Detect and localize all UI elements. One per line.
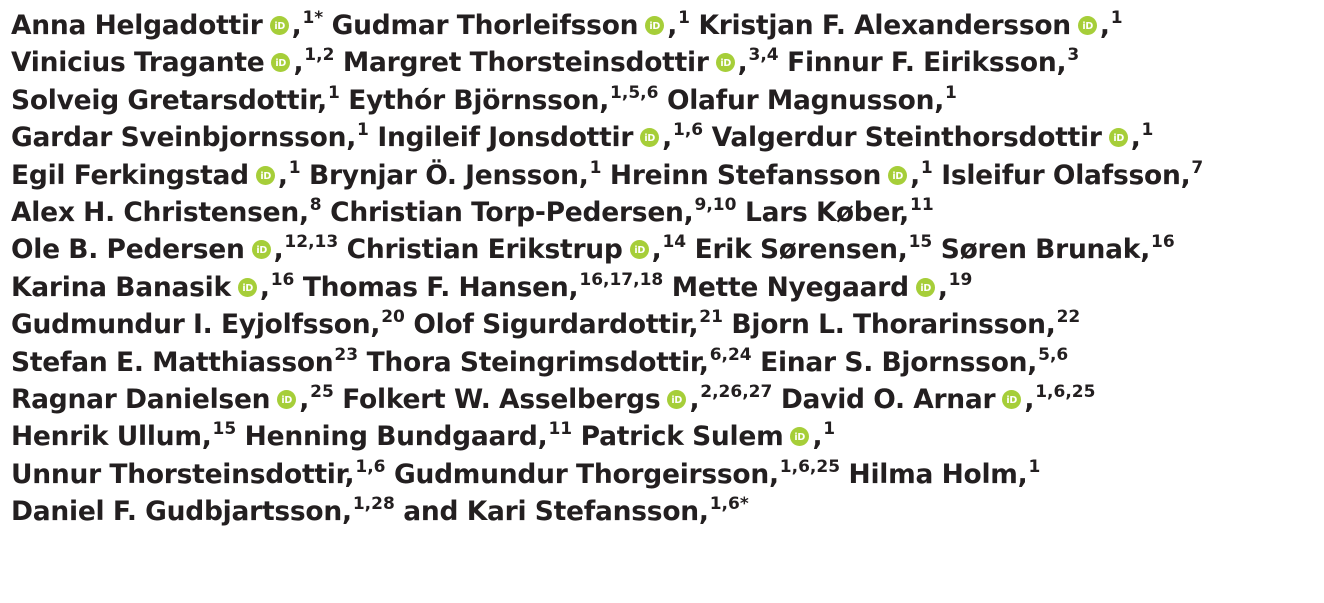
- author-name: Lars Køber: [744, 197, 900, 229]
- author-line: [11, 495, 1317, 532]
- author-entry: Søren Brunak,$^{16}$: [940, 232, 1175, 266]
- author-name: Gudmar Thorleifsson: [331, 10, 639, 41]
- author-entry: Ole B. Pedersen iD ,$^{12,13}$: [11, 232, 339, 266]
- orcid-icon[interactable]: [256, 166, 275, 185]
- orcid-icon[interactable]: [667, 390, 686, 409]
- author-name: Hreinn Stefansson: [609, 159, 882, 191]
- orcid-icon[interactable]: [277, 390, 296, 409]
- affiliation-superscript: 1: [920, 157, 933, 178]
- affiliation-superscript: 1: [288, 157, 301, 178]
- affiliation-superscript: 1: [1110, 8, 1123, 28]
- svg-text:iD: iD: [275, 58, 287, 70]
- author-entry: Brynjar Ö. Jensson,$^1$: [309, 157, 602, 191]
- author-entry: Karina Banasik iD ,$^{16}$: [11, 269, 295, 303]
- author-connector: and: [403, 496, 459, 528]
- svg-text:iD: iD: [281, 395, 293, 407]
- affiliation-superscript: 11: [548, 419, 573, 440]
- author-entry: Hilma Holm,$^1$: [848, 456, 1041, 490]
- author-name: Daniel F. Gudbjartsson: [11, 496, 342, 528]
- svg-text:iD: iD: [1006, 395, 1018, 407]
- affiliation-superscript: 1: [589, 157, 602, 178]
- svg-text:iD: iD: [720, 58, 731, 70]
- orcid-icon[interactable]: [716, 53, 735, 72]
- author-entry: Christian Torp-Pedersen,$^{9,10}$: [330, 195, 737, 229]
- author-entry: Folkert W. Asselbergs iD ,$^{2,26,27}$: [342, 382, 773, 416]
- author-name: Bjorn L. Thorarinsson: [731, 309, 1046, 341]
- orcid-icon[interactable]: [790, 427, 809, 446]
- author-entry: Patrick Sulem iD ,$^1$: [580, 419, 836, 453]
- affiliation-superscript: 20: [381, 307, 405, 328]
- author-entry: Margret Thorsteinsdottir iD ,$^{3,4}$: [342, 45, 779, 79]
- author-name: Kari Stefansson: [466, 496, 699, 528]
- orcid-icon[interactable]: [888, 166, 907, 185]
- affiliation-superscript: 16: [1151, 232, 1175, 253]
- affiliation-superscript: 23: [334, 344, 359, 365]
- svg-text:iD: iD: [671, 395, 683, 407]
- author-entry: Mette Nyegaard iD ,$^{19}$: [671, 269, 973, 303]
- author-line: [11, 46, 1317, 83]
- author-entry: Gudmundur Thorgeirsson,$^{1,6,25}$: [393, 456, 841, 490]
- affiliation-superscript: 14: [662, 232, 687, 253]
- author-entry: Finnur F. Eiriksson,$^3$: [787, 45, 1080, 79]
- affiliation-superscript: 21: [699, 307, 723, 328]
- author-name: Gudmundur Thorgeirsson: [393, 458, 769, 490]
- author-entry: Valgerdur Steinthorsdottir iD ,$^1$: [711, 120, 1154, 154]
- author-name: Gudmundur I. Eyjolfsson: [11, 309, 371, 341]
- author-line: [11, 233, 1317, 270]
- author-entry: Christian Erikstrup iD ,$^{14}$: [346, 232, 687, 266]
- affiliation-superscript: 2,26,27: [700, 382, 773, 403]
- affiliation-superscript: 1: [678, 8, 690, 28]
- affiliation-superscript: 9,10: [694, 195, 737, 216]
- author-line: [11, 84, 1317, 121]
- author-entry: Unnur Thorsteinsdottir,$^{1,6}$: [11, 456, 386, 490]
- author-name: Valgerdur Steinthorsdottir: [711, 122, 1102, 154]
- author-name: Patrick Sulem: [580, 421, 784, 453]
- author-entry: Ragnar Danielsen iD ,$^{25}$: [11, 382, 334, 416]
- author-name: Brynjar Ö. Jensson: [309, 159, 579, 191]
- affiliation-superscript: 15: [212, 419, 237, 440]
- author-name: Solveig Gretarsdottir: [11, 84, 318, 116]
- affiliation-superscript: 1,6,25: [779, 456, 841, 477]
- author-entry: Kristjan F. Alexandersson iD ,$^1$: [698, 8, 1123, 41]
- svg-text:iD: iD: [794, 432, 806, 444]
- affiliation-superscript: 1: [357, 120, 369, 141]
- affiliation-superscript: 1*: [302, 8, 324, 28]
- author-line: [11, 159, 1317, 196]
- affiliation-superscript: 1,6*: [709, 494, 749, 515]
- svg-text:iD: iD: [1082, 21, 1093, 33]
- affiliation-superscript: 1,2: [304, 45, 335, 66]
- author-entry: Ingileif Jonsdottir iD ,$^{1,6}$: [377, 120, 704, 154]
- svg-text:iD: iD: [255, 245, 267, 257]
- author-entry: Egil Ferkingstad iD ,$^1$: [11, 157, 301, 191]
- orcid-icon[interactable]: [645, 16, 664, 35]
- author-entry: Gudmundur I. Eyjolfsson,$^{20}$: [11, 307, 405, 341]
- author-name: Alex H. Christensen: [11, 197, 299, 229]
- author-name: Eythór Björnsson: [348, 84, 600, 116]
- orcid-icon[interactable]: [238, 278, 257, 297]
- orcid-icon[interactable]: [640, 128, 659, 147]
- author-name: Egil Ferkingstad: [11, 159, 249, 191]
- author-name: Olof Sigurdardottir: [413, 309, 689, 341]
- author-line: [11, 458, 1317, 495]
- author-name: Gardar Sveinbjornsson: [11, 122, 347, 154]
- author-entry: Thomas F. Hansen,$^{16,17,18}$: [302, 269, 664, 303]
- author-entry: Gudmar Thorleifsson iD ,$^1$: [331, 8, 690, 41]
- author-name: Olafur Magnusson: [666, 84, 935, 116]
- author-line: [11, 196, 1317, 233]
- affiliation-superscript: 1: [327, 82, 340, 103]
- author-name: Ingileif Jonsdottir: [377, 122, 634, 154]
- author-entry: Lars Køber,$^{11}$: [744, 195, 934, 229]
- affiliation-superscript: 1,5,6: [610, 82, 659, 103]
- author-line: [11, 383, 1317, 420]
- affiliation-superscript: 1,6: [355, 456, 386, 477]
- orcid-icon[interactable]: [1109, 128, 1128, 147]
- author-entry: Thora Steingrimsdottir,$^{6,24}$: [366, 344, 752, 378]
- author-entry: Henning Bundgaard,$^{11}$: [244, 419, 573, 453]
- affiliation-superscript: 16,17,18: [579, 269, 664, 290]
- author-entry: Isleifur Olafsson,$^7$: [941, 157, 1204, 191]
- author-name: Henning Bundgaard: [244, 421, 538, 453]
- author-name: Karina Banasik: [11, 271, 231, 303]
- affiliation-superscript: 5,6: [1038, 344, 1069, 365]
- author-entry: Vinicius Tragante iD ,$^{1,2}$: [11, 45, 335, 79]
- author-name: Ragnar Danielsen: [11, 384, 271, 416]
- author-entry: Alex H. Christensen,$^8$: [11, 195, 322, 229]
- orcid-icon[interactable]: [252, 240, 271, 259]
- author-line: [11, 420, 1317, 457]
- author-entry: [11, 344, 359, 378]
- author-name: Henrik Ullum: [11, 421, 202, 453]
- svg-text:iD: iD: [633, 245, 645, 257]
- affiliation-superscript: 1: [1141, 120, 1154, 141]
- author-entry: Erik Sørensen,$^{15}$: [694, 232, 933, 266]
- author-name: Stefan E. Matthiasson: [11, 346, 334, 378]
- svg-text:iD: iD: [920, 283, 931, 295]
- author-name: Ole B. Pedersen: [11, 234, 245, 266]
- author-line: [11, 346, 1317, 383]
- affiliation-superscript: 8: [309, 195, 322, 216]
- author-name: Isleifur Olafsson: [941, 159, 1181, 191]
- affiliation-superscript: 1,6,25: [1035, 382, 1096, 403]
- author-entry: Olof Sigurdardottir,$^{21}$: [413, 307, 723, 341]
- author-name: Christian Torp-Pedersen: [330, 197, 684, 229]
- svg-text:iD: iD: [260, 170, 271, 182]
- author-name: Thora Steingrimsdottir: [366, 346, 699, 378]
- author-line: [11, 308, 1317, 345]
- orcid-icon[interactable]: [271, 53, 290, 72]
- affiliation-superscript: 11: [910, 195, 934, 216]
- affiliation-superscript: 16: [270, 269, 295, 290]
- orcid-icon[interactable]: [916, 278, 935, 297]
- affiliation-superscript: 1: [1028, 456, 1041, 477]
- author-entry: Hreinn Stefansson iD ,$^1$: [609, 157, 933, 191]
- affiliation-superscript: 1,28: [352, 494, 395, 515]
- orcid-icon[interactable]: [270, 16, 289, 35]
- author-entry: Henrik Ullum,$^{15}$: [11, 419, 237, 453]
- author-line: [11, 9, 1317, 46]
- affiliation-superscript: 25: [310, 382, 334, 403]
- affiliation-superscript: 7: [1191, 157, 1204, 178]
- author-line: [11, 271, 1317, 308]
- svg-text:iD: iD: [273, 21, 285, 33]
- affiliation-superscript: 12,13: [284, 232, 339, 253]
- author-name: David O. Arnar: [780, 384, 996, 416]
- affiliation-superscript: 3: [1067, 45, 1080, 66]
- affiliation-superscript: 22: [1056, 307, 1081, 328]
- author-name: Anna Helgadottir: [11, 10, 263, 41]
- author-entry: Solveig Gretarsdottir,$^1$: [11, 82, 340, 116]
- affiliation-superscript: 15: [908, 232, 933, 253]
- svg-text:iD: iD: [644, 133, 656, 145]
- orcid-icon[interactable]: [1002, 390, 1021, 409]
- author-name: Unnur Thorsteinsdottir: [11, 458, 345, 490]
- author-entry: Anna Helgadottir iD ,$^{1*}$: [11, 8, 324, 41]
- author-entry: Eythór Björnsson,$^{1,5,6}$: [348, 82, 659, 116]
- author-name: Kristjan F. Alexandersson: [698, 10, 1071, 41]
- affiliation-superscript: 1,6: [672, 120, 704, 141]
- orcid-icon[interactable]: [1078, 16, 1097, 35]
- author-entry: David O. Arnar iD ,$^{1,6,25}$: [780, 382, 1096, 416]
- svg-text:iD: iD: [892, 170, 904, 182]
- affiliation-superscript: 1: [823, 419, 836, 440]
- affiliation-superscript: 19: [948, 269, 973, 290]
- author-name: Finnur F. Eiriksson: [787, 47, 1057, 79]
- author-name: Vinicius Tragante: [11, 47, 265, 79]
- affiliation-superscript: 1: [945, 82, 957, 103]
- author-entry: Einar S. Bjornsson,$^{5,6}$: [760, 344, 1069, 378]
- author-name: Erik Sørensen: [694, 234, 898, 266]
- affiliation-superscript: 3,4: [748, 45, 779, 66]
- author-list: [11, 9, 1317, 533]
- author-name: Margret Thorsteinsdottir: [342, 47, 709, 79]
- author-name: Søren Brunak: [940, 234, 1141, 266]
- author-name: Hilma Holm: [848, 458, 1018, 490]
- author-name: Folkert W. Asselbergs: [342, 384, 661, 416]
- author-entry: Olafur Magnusson,$^1$: [666, 82, 957, 116]
- orcid-icon[interactable]: [630, 240, 649, 259]
- author-name: Thomas F. Hansen: [302, 271, 569, 303]
- author-name: Mette Nyegaard: [671, 271, 909, 303]
- svg-text:iD: iD: [242, 283, 253, 295]
- author-line: [11, 121, 1317, 158]
- author-entry: Bjorn L. Thorarinsson,$^{22}$: [731, 307, 1081, 341]
- author-name: Einar S. Bjornsson: [760, 346, 1028, 378]
- svg-text:iD: iD: [649, 21, 661, 33]
- author-entry: and Kari Stefansson,$^{1,6*}$: [403, 494, 749, 528]
- author-name: Christian Erikstrup: [346, 234, 623, 266]
- author-entry: Daniel F. Gudbjartsson,$^{1,28}$: [11, 494, 395, 528]
- author-entry: Gardar Sveinbjornsson,$^1$: [11, 120, 369, 154]
- svg-text:iD: iD: [1113, 133, 1124, 145]
- affiliation-superscript: 6,24: [709, 344, 752, 365]
